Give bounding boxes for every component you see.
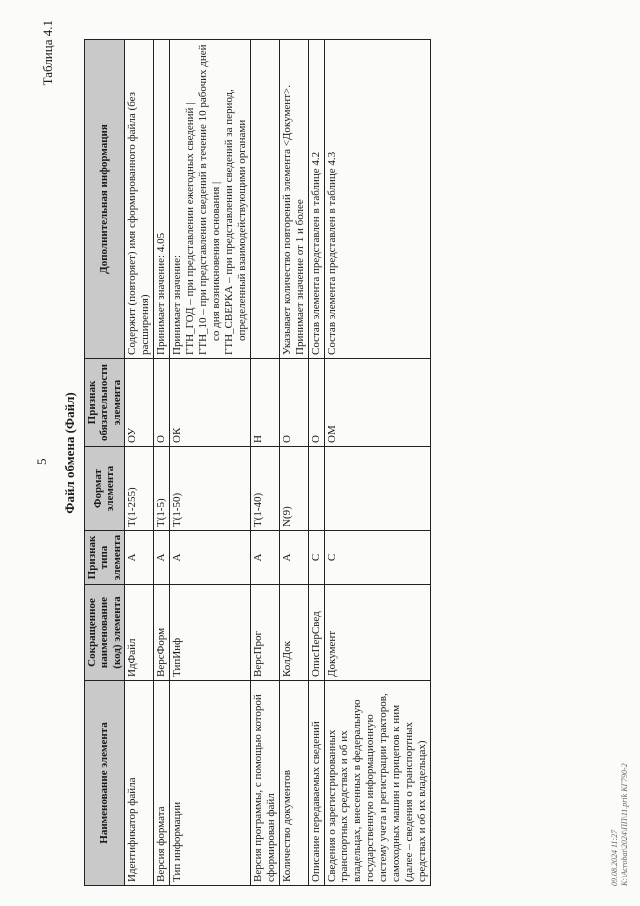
header-name: Наименование элемента	[85, 681, 125, 886]
cell-type: А	[279, 531, 308, 585]
cell-type: А	[169, 531, 250, 585]
cell-name: Сведения о зарегистрированных транспортных средствах и об их владельцах, внесенных в федеральную государственную информационную систему учета и регистрации тракторов, самоходных машин и прицепов к ним (далее – сведения о транспортных средствах и об их владельцах)	[324, 681, 431, 886]
cell-code: ИдФайл	[124, 585, 153, 681]
table-header-row	[85, 40, 125, 886]
cell-code: КолДок	[279, 585, 308, 681]
cell-info	[324, 40, 431, 359]
table-label: Таблица 4.1	[40, 20, 55, 86]
cell-format: Т(1-5)	[153, 447, 169, 531]
table-title: Файл обмена (Файл)	[62, 392, 77, 514]
cell-code: ОписПерСвед	[308, 585, 324, 681]
cell-required: О	[153, 359, 169, 447]
cell-format: N(9)	[279, 447, 308, 531]
cell-format	[324, 447, 431, 531]
cell-info	[169, 40, 250, 359]
table-row	[279, 40, 308, 886]
cell-code: ВерсФорм	[153, 585, 169, 681]
cell-type: А	[250, 531, 279, 585]
table-row	[169, 40, 250, 886]
info-line: Указывает количество повторений элемента <Документ>.	[280, 85, 293, 355]
cell-required: О	[308, 359, 324, 447]
cell-type: А	[153, 531, 169, 585]
info-line: Принимает значение: 4.05	[154, 232, 167, 355]
header-code: Сокращенное наименование (код) элемента	[85, 585, 125, 681]
table-row	[124, 40, 153, 886]
cell-format: Т(1-50)	[169, 447, 250, 531]
info-line: ГТН_10 – при представлении сведений в течение 10 рабочих дней со дня возникновения основания |	[196, 44, 222, 355]
header-format: Формат элемента	[85, 447, 125, 531]
info-line: Принимает значение от 1 и более	[293, 199, 306, 355]
page-number: 5	[34, 458, 49, 465]
info-line: ГТН_СВЕРКА – при представлении сведений за период, определенный взаимодействующими органами	[222, 89, 248, 355]
info-line: ГТН_ГОД – при представлении ежегодных сведений |	[183, 102, 196, 355]
cell-required: ОУ	[124, 359, 153, 447]
cell-required: ОК	[169, 359, 250, 447]
cell-name: Описание передаваемых сведений	[308, 681, 324, 886]
info-line: Принимает значение:	[170, 254, 183, 355]
info-line: Состав элемента представлен в таблице 4.2	[309, 151, 322, 355]
cell-required: ОМ	[324, 359, 431, 447]
print-stamp	[610, 763, 629, 886]
cell-info	[308, 40, 324, 359]
cell-info	[153, 40, 169, 359]
cell-type: С	[324, 531, 431, 585]
rotated-content	[10, 10, 630, 896]
cell-name: Количество документов	[279, 681, 308, 886]
cell-required: Н	[250, 359, 279, 447]
table-row	[308, 40, 324, 886]
cell-format	[308, 447, 324, 531]
cell-name: Тип информации	[169, 681, 250, 886]
cell-name: Версия формата	[153, 681, 169, 886]
cell-code: ВерсПрог	[250, 585, 279, 681]
cell-required: О	[279, 359, 308, 447]
cell-name: Идентификатор файла	[124, 681, 153, 886]
cell-format: Т(1-255)	[124, 447, 153, 531]
cell-info	[279, 40, 308, 359]
table-row	[250, 40, 279, 886]
table-row	[153, 40, 169, 886]
cell-info	[124, 40, 153, 359]
info-line: Состав элемента представлен в таблице 4.3	[325, 151, 338, 355]
cell-code: ТипИнф	[169, 585, 250, 681]
cell-type: С	[308, 531, 324, 585]
cell-info	[250, 40, 279, 359]
header-required: Признак обязательности элемента	[85, 359, 125, 447]
table-row	[324, 40, 431, 886]
exchange-file-table	[84, 39, 431, 886]
cell-code: Документ	[324, 585, 431, 681]
header-type: Признак типа элемента	[85, 531, 125, 585]
cell-type: А	[124, 531, 153, 585]
cell-format: Т(1-40)	[250, 447, 279, 531]
cell-name: Версия программы, с помощью которой сформирован файл	[250, 681, 279, 886]
info-line: Содержит (повторяет) имя сформированного файла (без расширения)	[125, 91, 151, 355]
stamp-date: 09.08.2024 11:27	[610, 829, 619, 886]
stamp-path: К:\Acrobat\2024\ПП\11.prik КГ790-2	[619, 763, 629, 886]
header-info: Дополнительная информация	[85, 40, 125, 359]
